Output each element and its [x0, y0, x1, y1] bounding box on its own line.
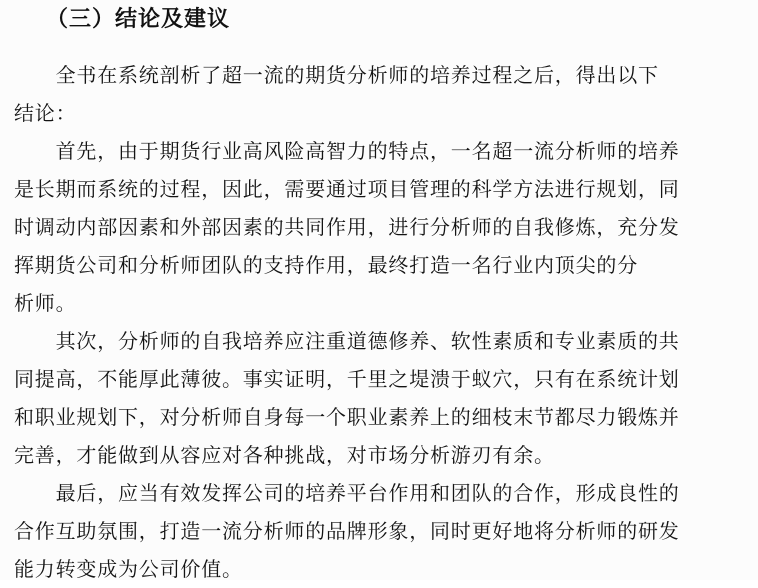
text-line: 挥期货公司和分析师团队的支持作用，最终打造一名行业内顶尖的分 [14, 253, 638, 277]
text-line: 是长期而系统的过程，因此，需要通过项目管理的科学方法进行规划，同 [14, 177, 680, 201]
text-line: 其次，分析师的自我培养应注重道德修养、软性素质和专业素质的共 [14, 329, 680, 353]
paragraph-first [14, 132, 744, 322]
text-line: 合作互助氛围，打造一流分析师的品牌形象，同时更好地将分析师的研发 [14, 519, 680, 543]
text-line: 和职业规划下，对分析师自身每一个职业素养上的细枝末节都尽力锻炼并 [14, 405, 680, 429]
text-line: 能力转变成为公司价值。 [14, 557, 243, 581]
paragraph-second [14, 322, 744, 474]
text-line: 析师。 [14, 291, 77, 315]
paragraph-summary [14, 56, 744, 132]
body-text [14, 56, 744, 588]
paragraph-last [14, 474, 744, 588]
text-line: 最后，应当有效发挥公司的培养平台作用和团队的合作，形成良性的 [14, 481, 680, 505]
text-line: 同提高，不能厚此薄彼。事实证明，千里之堤溃于蚁穴，只有在系统计划 [14, 367, 680, 391]
text-line: 结论： [14, 101, 77, 125]
text-line: 时调动内部因素和外部因素的共同作用，进行分析师的自我修炼，充分发 [14, 215, 680, 239]
text-line: 完善，才能做到从容应对各种挑战，对市场分析游刃有余。 [14, 443, 555, 467]
text-line: 全书在系统剖析了超一流的期货分析师的培养过程之后，得出以下 [14, 63, 659, 87]
text-line: 首先，由于期货行业高风险高智力的特点，一名超一流分析师的培养 [14, 139, 680, 163]
section-heading: （三）结论及建议 [46, 7, 231, 32]
